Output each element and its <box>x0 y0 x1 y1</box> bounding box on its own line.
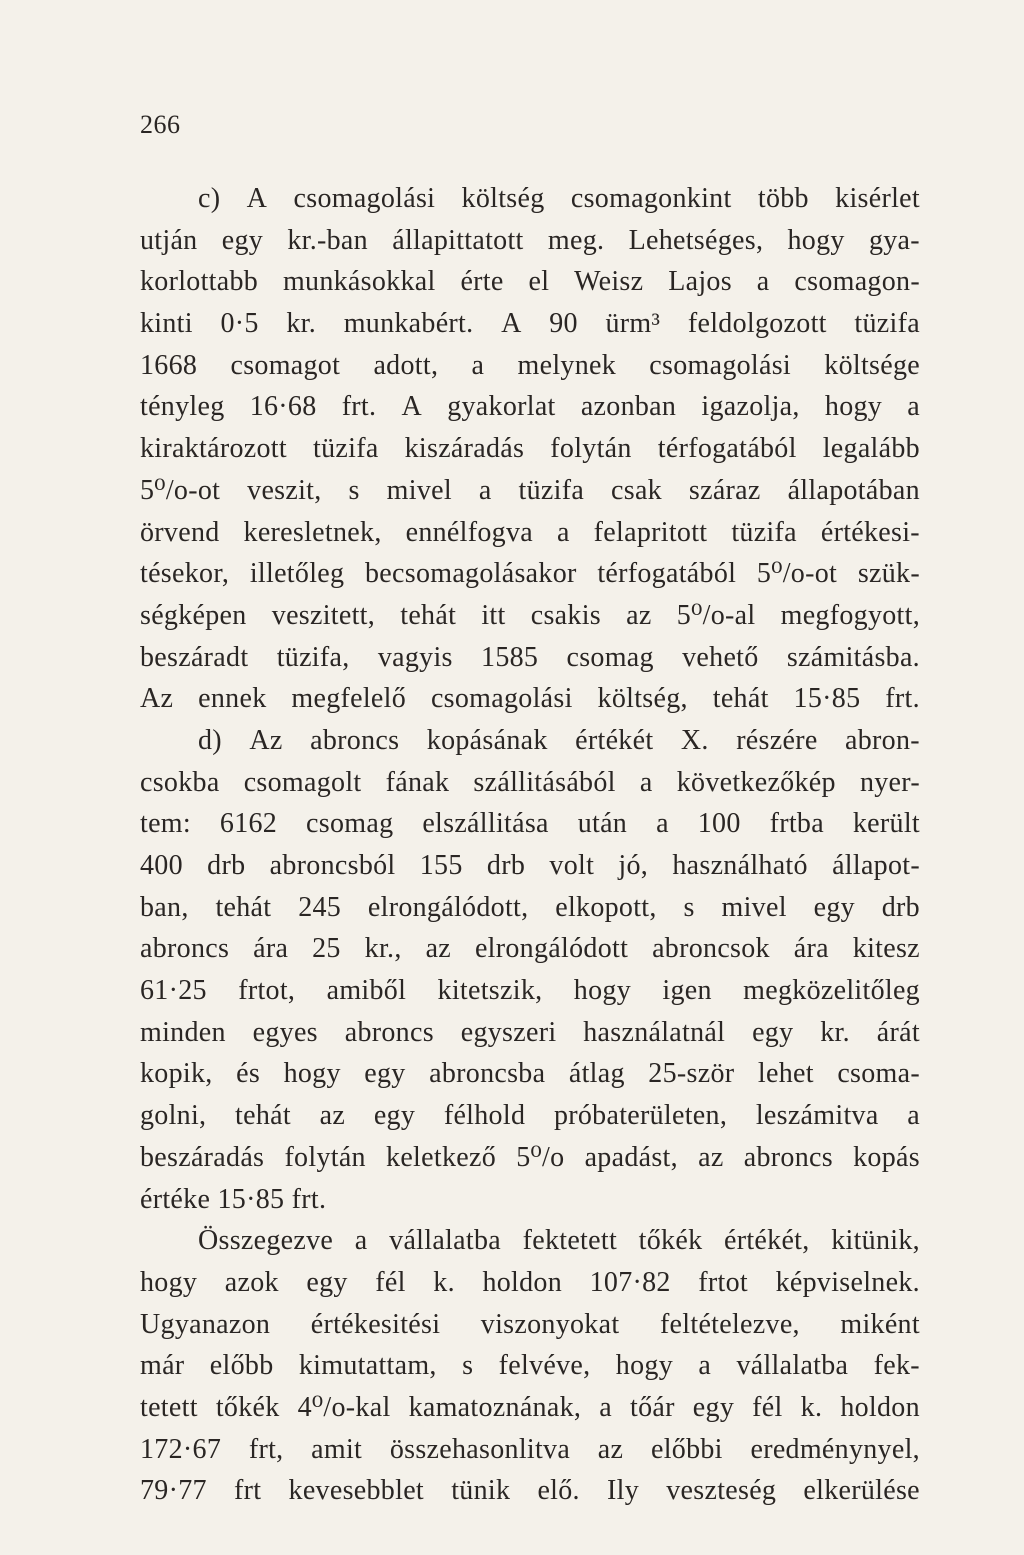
word: melynek <box>517 349 617 381</box>
word: tüzifa, <box>276 641 350 673</box>
word: veszitett, <box>271 599 376 631</box>
text-line <box>140 1053 920 1095</box>
word: folytán <box>550 433 632 465</box>
word: szük- <box>857 558 920 590</box>
text-line <box>140 261 920 303</box>
word: kopásának <box>426 724 548 756</box>
word: 16·68 <box>249 391 317 423</box>
word: gyakorlat <box>447 391 556 423</box>
word: igazolja, <box>701 391 800 423</box>
word: azok <box>224 1266 279 1298</box>
text-line <box>140 553 920 595</box>
word: folytán <box>284 1141 366 1173</box>
word: 1585 <box>481 641 539 673</box>
word: abroncs <box>344 1016 434 1048</box>
word: kisérlet <box>835 183 920 214</box>
word: fél <box>752 1391 783 1423</box>
word: értékesi- <box>820 516 920 548</box>
word: itt <box>481 599 506 631</box>
word: az <box>425 933 452 965</box>
word: elrongálódott <box>474 933 629 965</box>
word: munkabért. <box>343 308 474 340</box>
word: tényleg <box>140 391 225 423</box>
word: egy <box>813 891 855 923</box>
word: egy <box>373 1100 416 1132</box>
word: feldolgozott <box>687 308 827 340</box>
text-line <box>140 220 920 262</box>
word: Összegezve <box>198 1225 334 1257</box>
word: frt. <box>341 391 377 423</box>
word: 90 <box>549 308 578 340</box>
word: számitásba. <box>786 641 920 673</box>
text-line <box>140 1304 920 1346</box>
word: kitesz <box>852 933 920 965</box>
word: csak <box>611 474 662 506</box>
word: kr., <box>364 933 402 965</box>
word: 0·5 <box>220 308 259 340</box>
text-line <box>140 1012 920 1054</box>
word: térfogatából <box>657 433 797 465</box>
word: d) <box>198 724 222 756</box>
word: csomagolási <box>293 183 436 214</box>
word: költség <box>461 183 545 214</box>
word: keletkező <box>386 1141 497 1173</box>
word: gya- <box>868 224 920 256</box>
word: utján <box>140 224 198 256</box>
word: a <box>354 1225 368 1257</box>
word: 1668 <box>140 349 198 381</box>
word: amiből <box>326 975 407 1007</box>
word: Ily <box>607 1475 640 1507</box>
word: fektetett <box>522 1225 618 1257</box>
word: fek- <box>873 1350 920 1382</box>
text-line <box>140 386 920 428</box>
word: tetett <box>140 1391 198 1423</box>
page-number: 266 <box>140 110 181 139</box>
word: elszállitása <box>422 808 549 840</box>
word: adott, <box>373 349 439 381</box>
word: 5⁰/o-ot <box>756 558 838 590</box>
word: frtot <box>698 1266 749 1298</box>
word: megközelitőleg <box>743 975 920 1007</box>
word: Ugyanazon <box>140 1308 271 1340</box>
text-line <box>140 970 920 1012</box>
word: elő. <box>537 1475 580 1507</box>
word: fél <box>375 1266 406 1298</box>
word: térfogatából <box>597 558 737 590</box>
word: a <box>556 516 570 548</box>
word: örvend <box>140 516 220 548</box>
text-line <box>140 1470 920 1512</box>
word: el <box>528 266 550 298</box>
word: egy <box>364 1058 406 1090</box>
text-line <box>140 428 920 470</box>
word: volt <box>549 850 595 881</box>
word: csokba <box>140 766 220 798</box>
word: holdon <box>482 1266 563 1298</box>
word: kr. <box>820 1016 850 1048</box>
word: 15·85 <box>793 683 861 715</box>
word: abroncs <box>140 933 230 965</box>
word: az <box>698 1141 724 1173</box>
text-line <box>140 512 920 554</box>
word: korlottabb <box>140 266 259 298</box>
word: hogy <box>787 224 845 256</box>
word: A <box>401 391 423 423</box>
word: felapritott <box>593 516 708 548</box>
word: a <box>478 474 492 506</box>
word: elkopott, <box>555 891 657 923</box>
word: veszit, <box>247 474 322 506</box>
word: száraz <box>688 474 761 506</box>
word: drb <box>207 850 246 881</box>
word: abroncs <box>743 1141 833 1173</box>
word: kiszáradás <box>404 433 525 465</box>
body-text <box>140 178 920 1512</box>
word: egyes <box>252 1016 318 1048</box>
word: összehasonlitva <box>389 1433 571 1465</box>
word: Az <box>249 724 283 756</box>
word: kopik, <box>140 1058 213 1090</box>
word: Lajos <box>668 266 732 298</box>
word: igen <box>662 975 712 1007</box>
word: elkerülése <box>803 1475 920 1507</box>
word: illetőleg <box>249 558 345 590</box>
text-line <box>140 1429 920 1471</box>
text-line <box>140 678 920 720</box>
word: 5⁰/o <box>516 1141 565 1173</box>
word: 25-ször <box>648 1058 735 1090</box>
word: ennek <box>198 683 267 715</box>
word: előbb <box>209 1350 274 1382</box>
word: drb <box>486 850 526 881</box>
word: tem: <box>140 808 191 840</box>
word: került <box>852 808 920 840</box>
word: a <box>639 766 653 798</box>
word: mivel <box>386 474 452 506</box>
word: leszámitva <box>755 1100 879 1132</box>
word: a <box>656 808 669 840</box>
word: költsége <box>824 349 920 381</box>
word: használható <box>672 850 808 881</box>
word: fának <box>385 766 450 798</box>
word: ürm³ <box>605 308 661 340</box>
word: értékét <box>575 724 654 756</box>
text-line <box>140 1387 920 1429</box>
text-line <box>140 1095 920 1137</box>
word: k. <box>433 1266 455 1298</box>
word: azonban <box>580 391 677 423</box>
text-line <box>140 1220 920 1262</box>
word: az <box>626 599 652 631</box>
text-line: értéke 15·85 frt. <box>140 1183 327 1215</box>
word: használatnál <box>583 1016 726 1048</box>
word: abroncsból <box>269 850 396 881</box>
word: c) <box>198 183 221 214</box>
word: mivel <box>721 891 787 923</box>
word: és <box>236 1058 261 1090</box>
word: hogy <box>615 1350 673 1382</box>
word: frtba <box>769 808 824 840</box>
word: Weisz <box>574 266 644 298</box>
word: Az <box>140 683 174 715</box>
word: 4⁰/o-kal <box>297 1391 391 1423</box>
word: vagyis <box>377 641 453 673</box>
word: a <box>907 1100 920 1132</box>
word: frtot, <box>238 975 296 1007</box>
word: egy <box>692 1391 735 1423</box>
text-line <box>140 803 920 845</box>
word: munkásokkal <box>282 266 436 298</box>
word: kr. <box>286 308 317 340</box>
text-line <box>140 1262 920 1304</box>
word: tüzifa <box>518 474 585 506</box>
text-line <box>140 1345 920 1387</box>
word: egyszeri <box>460 1016 557 1048</box>
word: kevesebblet <box>288 1475 424 1507</box>
word: értékét, <box>724 1225 810 1257</box>
word: csomagolási <box>649 349 792 381</box>
word: kamatoznának, <box>408 1391 582 1423</box>
word: hogy <box>573 975 631 1007</box>
word: csomagot <box>230 349 341 381</box>
word: tőkék <box>215 1391 280 1423</box>
word: 400 <box>140 850 183 881</box>
word: s <box>462 1350 474 1382</box>
word: tehát <box>712 683 769 715</box>
word: frt <box>234 1475 262 1507</box>
word: ennélfogva <box>405 516 533 548</box>
word: abroncsok <box>652 933 770 965</box>
word: képviselnek. <box>775 1266 920 1298</box>
word: ségképen <box>140 599 247 631</box>
word: részére <box>736 724 818 756</box>
word: egy <box>306 1266 348 1298</box>
word: a <box>907 391 920 423</box>
word: tőkék <box>638 1225 703 1257</box>
text-line <box>140 720 920 762</box>
text-line <box>140 762 920 804</box>
text-line <box>140 1137 920 1179</box>
word: legalább <box>822 433 920 465</box>
word: meg. <box>547 224 605 256</box>
word: tehát <box>235 1100 291 1132</box>
word: 100 <box>697 808 741 840</box>
word: lehet <box>757 1058 814 1090</box>
word: a <box>756 266 770 298</box>
word: költség, <box>597 683 688 715</box>
word: szállitásából <box>473 766 616 798</box>
word: felvéve, <box>498 1350 591 1382</box>
word: viszonyokat <box>480 1308 620 1340</box>
word: 172·67 <box>140 1433 222 1465</box>
word: vehető <box>682 641 759 673</box>
word: becsomagolásakor <box>365 558 577 590</box>
word: kitetszik, <box>437 975 543 1007</box>
text-line <box>140 303 920 345</box>
word: előbbi <box>650 1433 723 1465</box>
word: félhold <box>443 1100 526 1132</box>
word: értékesitési <box>310 1308 441 1340</box>
word: csomagolt <box>243 766 362 798</box>
word: X. <box>680 724 709 756</box>
word: átlag <box>568 1058 625 1090</box>
word: elrongálódott, <box>367 891 529 923</box>
word: csomagolási <box>430 683 573 715</box>
word: minden <box>140 1016 226 1048</box>
word: s <box>683 891 695 923</box>
word: az <box>597 1433 624 1465</box>
word: az <box>319 1100 346 1132</box>
word: próbaterületen, <box>553 1100 728 1132</box>
word: s <box>348 474 360 506</box>
word: egy <box>752 1016 794 1048</box>
word: vállalatba <box>736 1350 849 1382</box>
word: frt, <box>248 1433 284 1465</box>
word: csomag <box>566 641 654 673</box>
word: tésekor, <box>140 558 230 590</box>
word: a <box>599 1391 612 1423</box>
text-line <box>140 928 920 970</box>
word: csoma- <box>837 1058 920 1090</box>
text-line <box>140 470 920 512</box>
word: jó, <box>618 850 649 881</box>
word: megfogyott, <box>780 599 920 631</box>
word: miként <box>840 1308 920 1340</box>
word: amit <box>311 1433 363 1465</box>
word: frt. <box>885 683 920 715</box>
word: tüzifa <box>854 308 920 340</box>
word: tüzifa <box>731 516 797 548</box>
word: A <box>246 183 268 214</box>
word: tünik <box>451 1475 511 1507</box>
word: 79·77 <box>140 1475 207 1507</box>
word: már <box>140 1350 185 1382</box>
text-line <box>140 887 920 929</box>
word: A <box>501 308 522 340</box>
word: állapotában <box>787 474 920 506</box>
word: 107·82 <box>589 1266 671 1298</box>
word: tüzifa <box>313 433 379 465</box>
word: kinti <box>140 308 193 340</box>
word: kitünik, <box>831 1225 920 1257</box>
word: árát <box>876 1016 920 1048</box>
word: következőkép <box>676 766 836 798</box>
text-line <box>140 637 920 679</box>
word: veszteség <box>666 1475 777 1507</box>
word: nyer- <box>859 766 920 798</box>
word: tehát <box>215 891 272 923</box>
word: kiraktározott <box>140 433 287 465</box>
word: után <box>577 808 628 840</box>
word: kimutattam, <box>298 1350 437 1382</box>
word: 25 <box>312 933 341 965</box>
text-line <box>140 595 920 637</box>
text-line <box>140 845 920 887</box>
word: megfelelő <box>291 683 407 715</box>
word: hogy <box>140 1266 198 1298</box>
word: hogy <box>283 1058 341 1090</box>
word: érte <box>460 266 504 298</box>
word: ban, <box>140 891 189 923</box>
word: k. <box>800 1391 823 1423</box>
word: állapittatott <box>392 224 524 256</box>
word: 61·25 <box>140 975 207 1007</box>
word: ára <box>253 933 289 965</box>
word: tőár <box>630 1391 675 1423</box>
word: kr.-ban <box>287 224 368 256</box>
word: 5⁰/o-ot <box>140 474 221 506</box>
word: csomagonkint <box>570 183 732 214</box>
text-line <box>140 345 920 387</box>
word: a <box>471 349 485 381</box>
word: golni, <box>140 1100 207 1132</box>
word: a <box>698 1350 712 1382</box>
word: állapot- <box>832 850 920 881</box>
word: eredménynyel, <box>750 1433 920 1465</box>
word: beszáradás <box>140 1141 265 1173</box>
word: kopás <box>853 1141 920 1173</box>
text-line <box>140 178 920 220</box>
word: 245 <box>298 891 342 923</box>
word: csomag <box>306 808 394 840</box>
word: csakis <box>530 599 601 631</box>
word: ára <box>793 933 829 965</box>
word: drb <box>881 891 920 923</box>
word: 155 <box>419 850 463 881</box>
word: több <box>757 183 809 214</box>
word: egy <box>221 224 264 256</box>
word: abroncsba <box>429 1058 546 1090</box>
word: vállalatba <box>389 1225 501 1257</box>
word: csomagon- <box>794 266 920 298</box>
word: hogy <box>824 391 883 423</box>
word: beszáradt <box>140 641 249 673</box>
word: feltételezve, <box>659 1308 800 1340</box>
word: tehát <box>400 599 457 631</box>
word: holdon <box>840 1391 920 1423</box>
word: abroncs <box>310 724 400 756</box>
word: keresletnek, <box>243 516 382 548</box>
word: apadást, <box>584 1141 678 1173</box>
word: Lehetséges, <box>628 224 764 256</box>
word: abron- <box>845 724 920 756</box>
word: 5⁰/o-al <box>676 599 756 631</box>
word: 6162 <box>219 808 278 840</box>
